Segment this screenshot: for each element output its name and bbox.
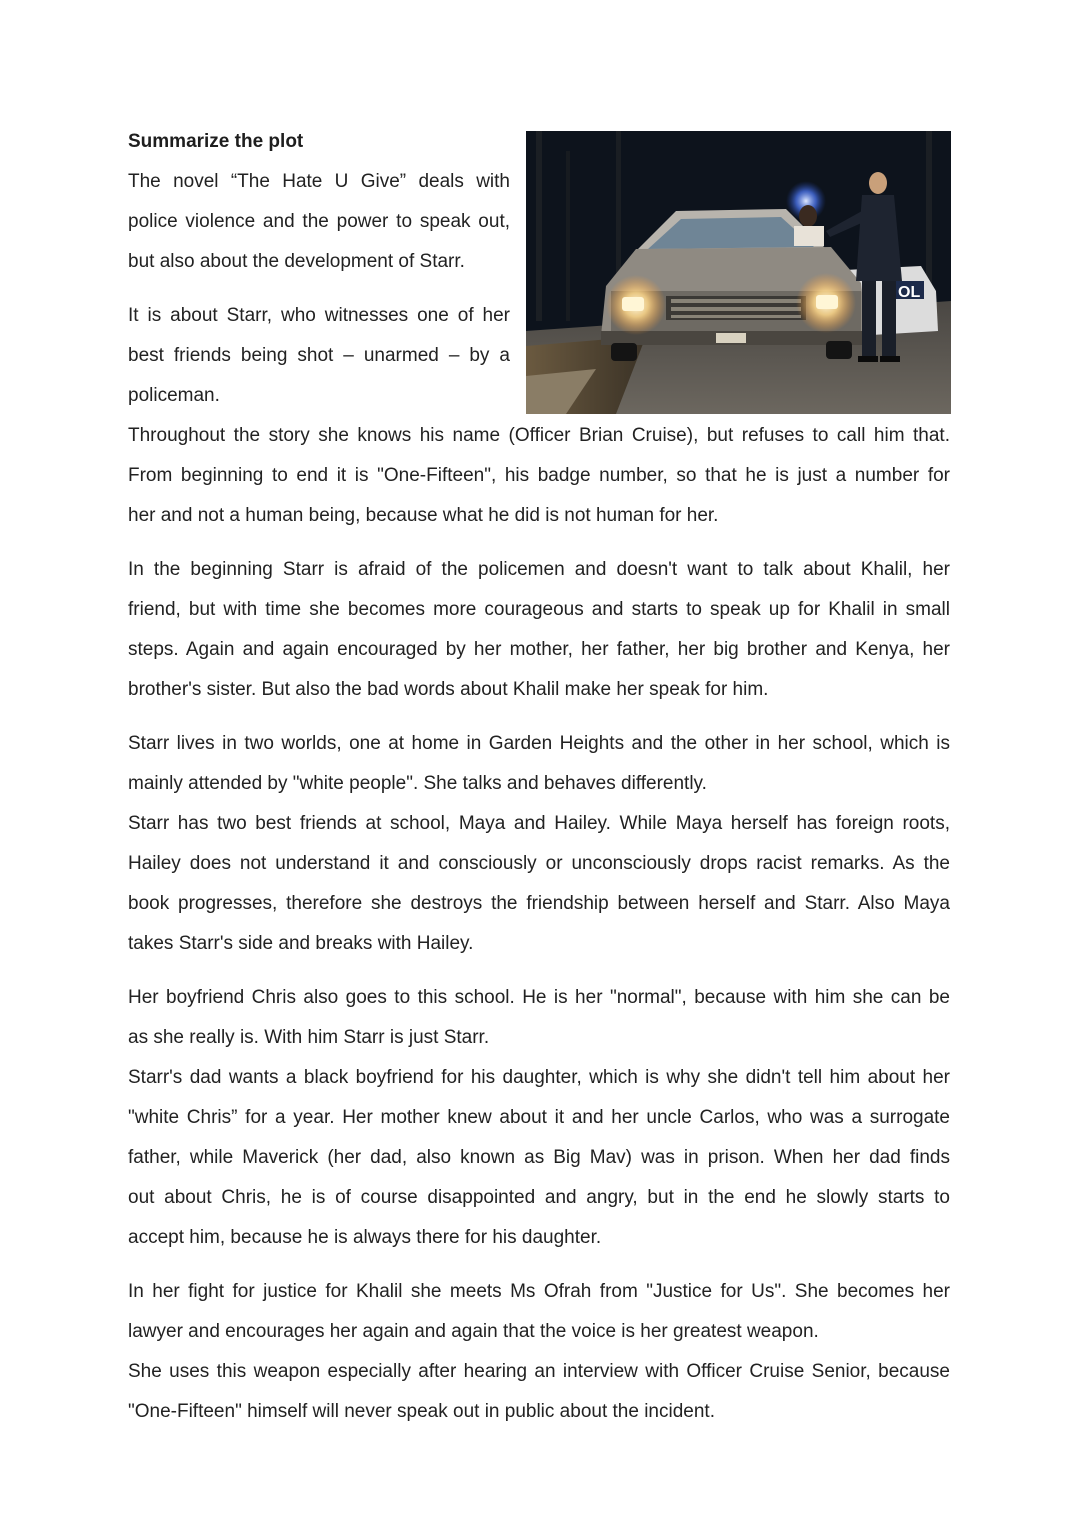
text-line: steps. Again and again encouraged by her mother, her father, her big brother and Kenya, her (128, 639, 950, 660)
door-lettering: OL (898, 284, 921, 301)
text-line: out about Chris, he is of course disappointed and angry, but in the end he slowly starts to (128, 1187, 950, 1208)
text-line: but also about the development of Starr. (128, 251, 465, 272)
text-line: Starr has two best friends at school, Maya and Hailey. While Maya herself has foreign roots, (128, 813, 950, 834)
text-line: It is about Starr, who witnesses one of her (128, 305, 510, 326)
text-line: Throughout the story she knows his name (Officer Brian Cruise), but refuses to call him that. (128, 425, 950, 446)
text-line: as she really is. With him Starr is just Starr. (128, 1027, 490, 1048)
section-heading: Summarize the plot (128, 131, 304, 152)
text-line: From beginning to end it is "One-Fifteen", his badge number, so that he is just a number for (128, 465, 950, 486)
text-line: Hailey does not understand it and consciously or unconsciously drops racist remarks. As the (128, 853, 950, 874)
photo-illustration (526, 131, 951, 414)
text-line: "One-Fifteen" himself will never speak out in public about the incident. (128, 1401, 715, 1422)
text-line: policeman. (128, 385, 220, 406)
text-line: book progresses, therefore she destroys the friendship between herself and Starr. Also Maya (128, 893, 950, 914)
text-line: Starr's dad wants a black boyfriend for his daughter, which is why she didn't tell him about her (128, 1067, 950, 1088)
text-line: best friends being shot – unarmed – by a (128, 345, 510, 366)
text-line: police violence and the power to speak out, (128, 211, 510, 232)
text-line: Starr lives in two worlds, one at home in Garden Heights and the other in her school, which is (128, 733, 950, 754)
text-line: accept him, because he is always there for his daughter. (128, 1227, 602, 1248)
text-line: mainly attended by "white people". She talks and behaves differently. (128, 773, 707, 794)
text-line: The novel “The Hate U Give” deals with (128, 171, 510, 192)
text-line: father, while Maverick (her dad, also known as Big Mav) was in prison. When her dad finds (128, 1147, 950, 1168)
text-line: In the beginning Starr is afraid of the policemen and doesn't want to talk about Khalil, her (128, 559, 950, 580)
text-line: lawyer and encourages her again and again that the voice is her greatest weapon. (128, 1321, 819, 1342)
text-line: Her boyfriend Chris also goes to this school. He is her "normal", because with him she can be (128, 987, 950, 1008)
text-line: brother's sister. But also the bad words about Khalil make her speak for him. (128, 679, 769, 700)
text-line: her and not a human being, because what he did is not human for her. (128, 505, 719, 526)
text-line: takes Starr's side and breaks with Hailey. (128, 933, 474, 954)
text-line: In her fight for justice for Khalil she meets Ms Ofrah from "Justice for Us". She becomes her (128, 1281, 950, 1302)
night-traffic-stop-photo (526, 131, 951, 414)
text-line: friend, but with time she becomes more courageous and starts to speak up for Khalil in small (128, 599, 950, 620)
text-line: She uses this weapon especially after hearing an interview with Officer Cruise Senior, because (128, 1361, 950, 1382)
text-line: "white Chris” for a year. Her mother knew about it and her uncle Carlos, who was a surrogate (128, 1107, 950, 1128)
